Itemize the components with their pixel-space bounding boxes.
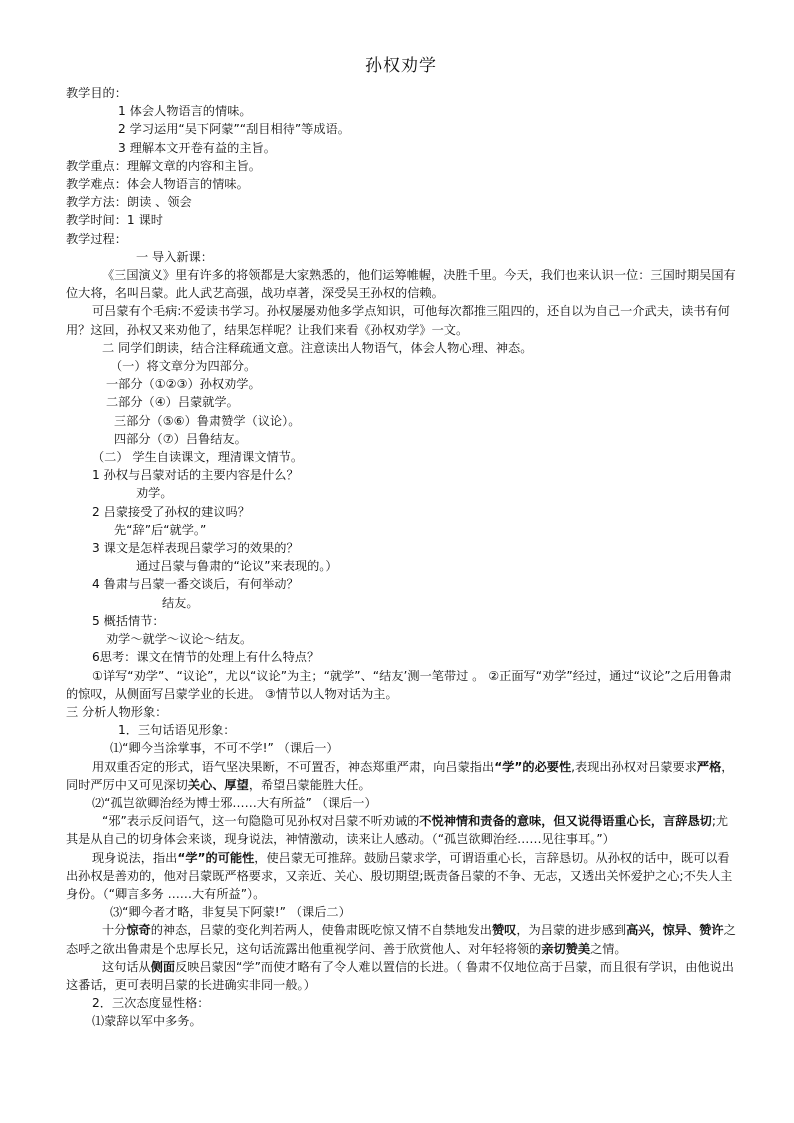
question-5: 5 概括情节： [92, 613, 165, 628]
teaching-time: 教学时间：1 课时 [66, 213, 163, 228]
part3-section-1: 1．三句话语见形象： [118, 723, 236, 738]
page-title: 孙权劝学 [365, 56, 437, 76]
answer-1: 劝学。 [136, 486, 173, 501]
quote-3: ⑶“卿今者才略，非复吴下阿蒙!” （课后二） [110, 905, 351, 920]
goals-heading: 教学目的： [66, 86, 127, 100]
part-division-1: 一部分（①②③）孙权劝学。 [106, 377, 261, 392]
question-1: 1 孙权与吕蒙对话的主要内容是什么？ [92, 468, 299, 483]
analysis-paragraph-5: 这句话从侧面反映吕蒙因“学”而使才略有了令人难以置信的长进。（ 鲁肃不仅地位高于吕蒙，而且很有学识，由他说出这番话，更可表明吕蒙的长进确实非同一般。） [66, 959, 734, 992]
part3-section-2: 2．三次态度显性格： [92, 996, 210, 1011]
goal-item-1: 1 体会人物语言的情味。 [118, 104, 252, 119]
analysis-paragraph-3: 现身说法，指出“学”的可能性，使吕蒙无可推辞。鼓励吕蒙求学，可谓语重心长，言辞恳切。从孙权的话中，既可以看出孙权是善劝的，他对吕蒙既严格要求，又亲近、关心、殷切期望;既责备吕蒙的不争、无志，又透出关怀爱护之心;不失人主身份。（“卿言多务 ……大有所益”）。 [66, 850, 733, 901]
answer-3: 通过吕蒙与鲁肃的“论议”来表现的。） [136, 559, 338, 574]
answer-4: 结友。 [162, 595, 199, 610]
difficulty: 教学难点：体会人物语言的情味。 [66, 177, 249, 192]
part2-sub2: （二） 学生自读课文，理清课文情节。 [92, 450, 304, 465]
question-4: 4 鲁肃与吕蒙一番交谈后，有何举动？ [92, 577, 299, 592]
analysis-paragraph-4: 十分惊奇的神态，吕蒙的变化判若两人，使鲁肃既吃惊又情不自禁地发出赞叹，为吕蒙的进步感到高兴，惊异、赞许之态呼之欲出鲁肃是个忠厚长兄，这句话流露出他重视学问、善于欣赏他人、对年轻将领的亲切赞美之情。 [66, 923, 736, 956]
part2-heading: 二 同学们朗读，结合注释疏通文意。注意读出人物语气，体会人物心理、神态。 [102, 340, 533, 355]
goal-item-3: 3 理解本文开卷有益的主旨。 [118, 140, 276, 155]
analysis-paragraph-2: “邪”表示反问语气，这一句隐隐可见孙权对吕蒙不听劝诫的不悦神情和责备的意味，但又说得语重心长，言辞恳切;尤其是从自己的切身体会来谈，现身说法，神情激动，读来让人感动。（“孤岂欲卿治经……见往事耳。”） [66, 814, 729, 847]
part3-heading: 三 分析人物形象： [66, 704, 168, 719]
document-page [66, 52, 736, 1031]
goal-item-2: 2 学习运用“吴下阿蒙”“刮目相待”等成语。 [118, 122, 350, 137]
part-division-4: 四部分（⑦）吕鲁结友。 [114, 431, 247, 446]
part2-sub1: （一）将文章分为四部分。 [110, 359, 257, 374]
answer-5: 劝学～就学～议论～结友。 [106, 632, 253, 647]
key-point: 教学重点：理解文章的内容和主旨。 [66, 158, 261, 173]
quote-1: ⑴“卿今当涂掌事，不可不学!” （课后一） [110, 741, 339, 756]
part1-paragraph-2: 可吕蒙有个毛病:不爱读书学习。孙权屡屡劝他多学点知识，可他每次都推三阻四的，还自以为自己一介武夫，读书有何用？这回，孙权又来劝他了，结果怎样呢？让我们来看《孙权劝学》一文。 [66, 304, 730, 337]
attitude-1: ⑴蒙辞以军中多务。 [92, 1014, 202, 1029]
answer-6: ①详写“劝学”、“议论”，尤以“议论”为主；“就学”、“结友’测一笔带过 。 ②正面写“劝学”经过，通过“议论”之后用鲁肃的惊叹，从侧面写吕蒙学业的长进。 ③情节以人物对话为主。 [66, 668, 732, 701]
part1-heading: 一 导入新课： [136, 249, 213, 264]
part1-paragraph-1: 《三国演义》里有许多的将领都是大家熟悉的，他们运筹帷幄，决胜千里。今天，我们也来认识一位：三国时期吴国有位大将，名叫吕蒙。此人武艺高强，战功卓著，深受吴王孙权的信赖。 [66, 268, 736, 301]
process-heading: 教学过程： [66, 231, 127, 246]
answer-2: 先“辞”后“就学。” [114, 522, 207, 537]
quote-2: ⑵“孤岂欲卿治经为博士邪……大有所益” （课后一） [92, 795, 377, 810]
teaching-method: 教学方法：朗读 、领会 [66, 195, 192, 210]
part-division-3: 三部分（⑤⑥）鲁肃赞学（议论）。 [114, 413, 301, 428]
question-2: 2 吕蒙接受了孙权的建议吗？ [92, 504, 250, 519]
analysis-paragraph-1: 用双重否定的形式，语气坚决果断，不可置否，神态郑重严肃，向吕蒙指出“学”的必要性,表现出孙权对吕蒙要求严格，同时严厉中又可见深切关心、厚望，希望吕蒙能胜大任。 [66, 759, 734, 792]
question-6: 6思考：课文在情节的处理上有什么特点？ [92, 650, 320, 665]
question-3: 3 课文是怎样表现吕蒙学习的效果的？ [92, 541, 299, 556]
part-division-2: 二部分（④）吕蒙就学。 [106, 395, 239, 410]
